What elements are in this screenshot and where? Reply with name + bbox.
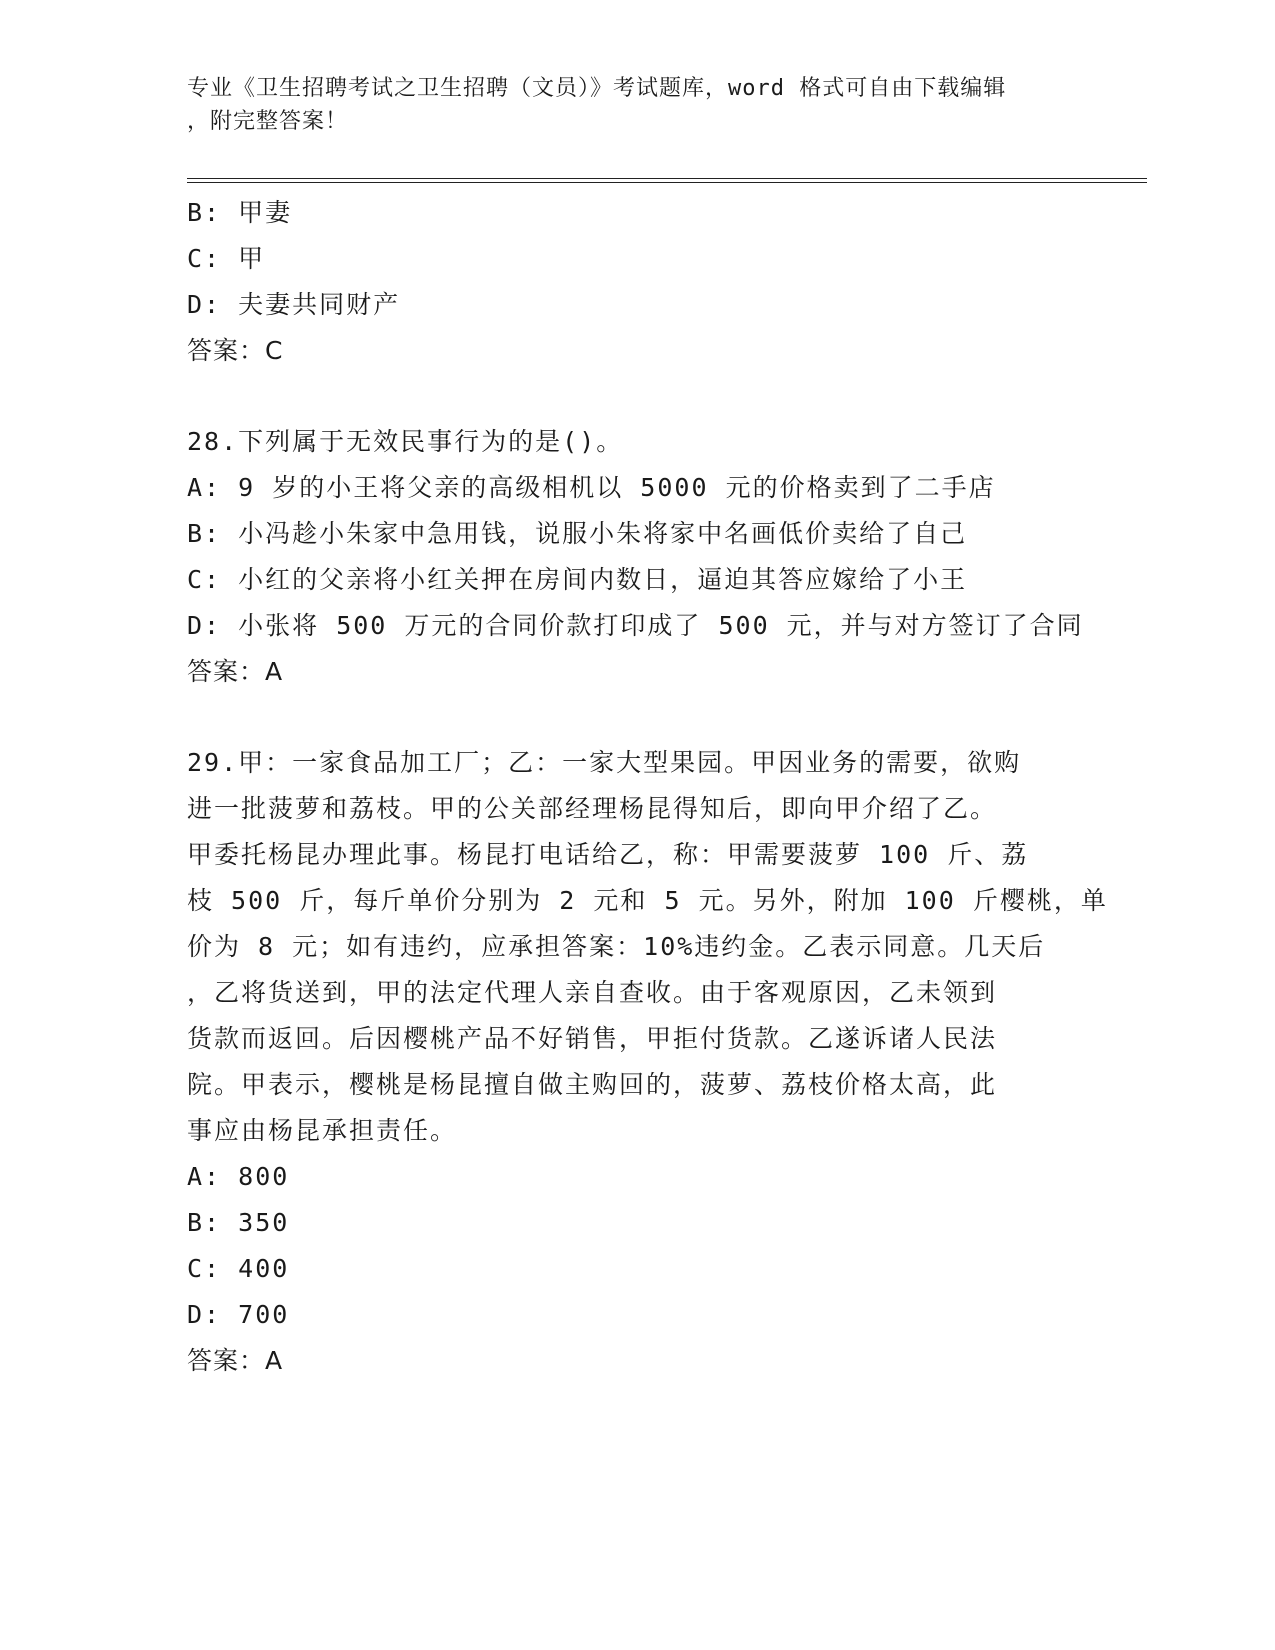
q28-answer: 答案：A <box>187 657 284 686</box>
question-28-block <box>187 419 1087 695</box>
q29-question-line: 枝 500 斤，每斤单价分别为 2 元和 5 元。另外，附加 100 斤樱桃，单 <box>187 886 1108 915</box>
q29-question-line: ，乙将货送到，甲的法定代理人亲自查收。由于客观原因，乙未领到 <box>187 978 998 1007</box>
q27-option-d: D: 夫妻共同财产 <box>187 290 401 319</box>
q29-question-line: 事应由杨昆承担责任。 <box>187 1116 458 1145</box>
header-divider-bottom <box>187 182 1147 183</box>
q29-answer: 答案：A <box>187 1346 284 1375</box>
q28-option-d: D: 小张将 500 万元的合同价款打印成了 500 元，并与对方签订了合同 <box>187 611 1084 640</box>
header-divider-top <box>187 178 1147 179</box>
question-29-block <box>187 740 1108 1384</box>
q29-option-c: C: 400 <box>187 1254 290 1283</box>
spacer <box>187 695 1087 740</box>
q27-option-c: C: 甲 <box>187 244 266 273</box>
spacer <box>187 374 1087 419</box>
q27-answer: 答案：C <box>187 336 284 365</box>
q28-question: 28.下列属于无效民事行为的是()。 <box>187 427 624 456</box>
q28-option-a: A: 9 岁的小王将父亲的高级相机以 5000 元的价格卖到了二手店 <box>187 473 996 502</box>
q27-option-b: B: 甲妻 <box>187 198 293 227</box>
header-line-2: ，附完整答案！ <box>187 109 349 134</box>
q29-option-d: D: 700 <box>187 1300 290 1329</box>
q29-question-line: 院。甲表示，樱桃是杨昆擅自做主购回的，菠萝、荔枝价格太高，此 <box>187 1070 998 1099</box>
q29-question-line: 进一批菠萝和荔枝。甲的公关部经理杨昆得知后，即向甲介绍了乙。 <box>187 794 998 823</box>
q28-option-c: C: 小红的父亲将小红关押在房间内数日，逼迫其答应嫁给了小王 <box>187 565 968 594</box>
document-content <box>187 190 1108 1384</box>
q29-question-line: 价为 8 元；如有违约，应承担答案：10%违约金。乙表示同意。几天后 <box>187 932 1046 961</box>
header-line-1: 专业《卫生招聘考试之卫生招聘（文员）》考试题库，word 格式可自由下载编辑 <box>187 76 1007 101</box>
question-27-block <box>187 190 1087 374</box>
q29-question-line: 甲委托杨昆办理此事。杨昆打电话给乙，称：甲需要菠萝 100 斤、荔 <box>187 840 1029 869</box>
q29-option-b: B: 350 <box>187 1208 290 1237</box>
q29-question <box>187 740 1108 1154</box>
q29-question-line: 29.甲：一家食品加工厂；乙：一家大型果园。甲因业务的需要，欲购 <box>187 748 1022 777</box>
q29-question-line: 货款而返回。后因樱桃产品不好销售，甲拒付货款。乙遂诉诸人民法 <box>187 1024 998 1053</box>
document-header <box>187 72 1067 138</box>
q28-option-b: B: 小冯趁小朱家中急用钱，说服小朱将家中名画低价卖给了自己 <box>187 519 968 548</box>
q29-option-a: A: 800 <box>187 1162 290 1191</box>
